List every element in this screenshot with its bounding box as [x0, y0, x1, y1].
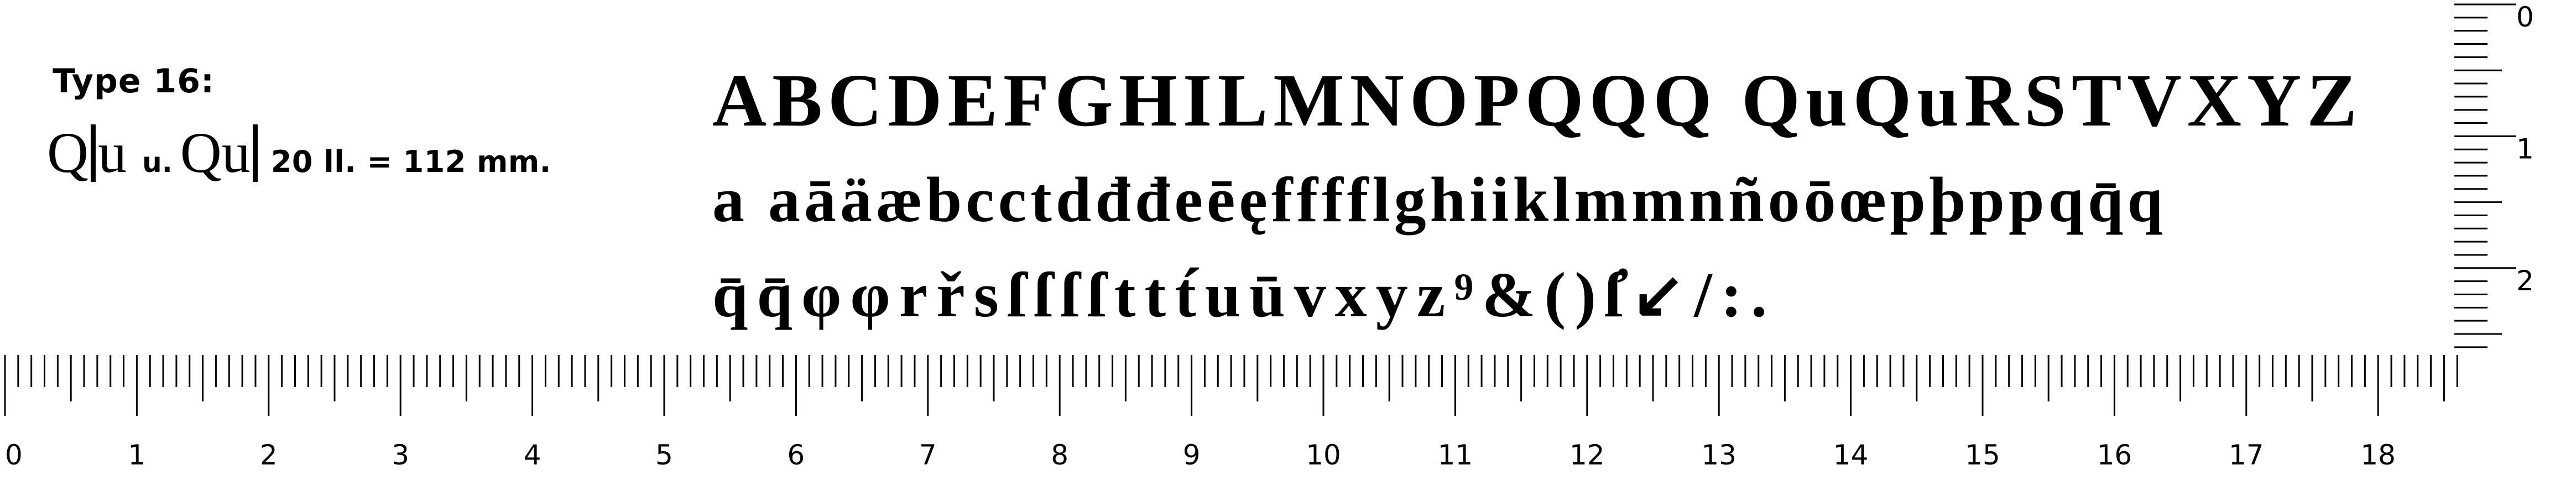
vertical-ruler-labels [2516, 1, 2534, 297]
glyph-line-ligatures: q̄q̄φφrřsſſſſttt́uūvxyz⁹&()ſ̓↙/:. [712, 260, 1776, 331]
q-capital-2: Qu [180, 121, 251, 185]
glyph-line-capitals: ABCDEFGHILMNOPQQQ QuQuRSTVXYZ [712, 59, 2363, 142]
v-ruler-label: 1 [2516, 133, 2534, 165]
type-specimen [47, 121, 551, 185]
v-ruler-label: 2 [2516, 264, 2534, 297]
h-ruler-label: 18 [2360, 439, 2396, 471]
h-ruler-label: 8 [1051, 439, 1069, 471]
h-ruler-label: 14 [1833, 439, 1869, 471]
h-ruler-label: 13 [1701, 439, 1737, 471]
separator-label: u. [142, 147, 173, 179]
type-label: Type 16: [53, 62, 215, 101]
u-1: u [98, 121, 127, 185]
h-ruler-label: 4 [523, 439, 541, 471]
glyph-line-lowercase: a aāäæbcctdđđeēęfffflghiiklmmnñoōœpþppqq̄q [712, 165, 2167, 236]
horizontal-ruler-labels [5, 439, 2396, 471]
vertical-ruler-ticks [2454, 4, 2516, 347]
h-ruler-label: 17 [2228, 439, 2264, 471]
q-capital-1: Q [47, 121, 89, 185]
h-ruler-label: 12 [1569, 439, 1605, 471]
bar-2 [253, 124, 258, 182]
h-ruler-label: 6 [787, 439, 805, 471]
h-ruler-label: 0 [5, 439, 23, 471]
h-ruler-label: 15 [1965, 439, 2000, 471]
h-ruler-label: 5 [655, 439, 673, 471]
h-ruler-label: 1 [128, 439, 146, 471]
h-ruler-label: 10 [1306, 439, 1341, 471]
horizontal-ruler [0, 354, 2472, 491]
measure-label: 20 ll. = 112 mm. [270, 144, 551, 179]
h-ruler-label: 2 [259, 439, 278, 471]
h-ruler-label: 3 [392, 439, 410, 471]
h-ruler-label: 9 [1182, 439, 1201, 471]
h-ruler-label: 16 [2097, 439, 2132, 471]
h-ruler-label: 11 [1437, 439, 1473, 471]
vertical-ruler [2454, 0, 2576, 354]
v-ruler-label: 0 [2516, 1, 2534, 33]
h-ruler-label: 7 [919, 439, 937, 471]
horizontal-ruler-ticks [5, 355, 2457, 416]
bar-1 [91, 124, 96, 182]
